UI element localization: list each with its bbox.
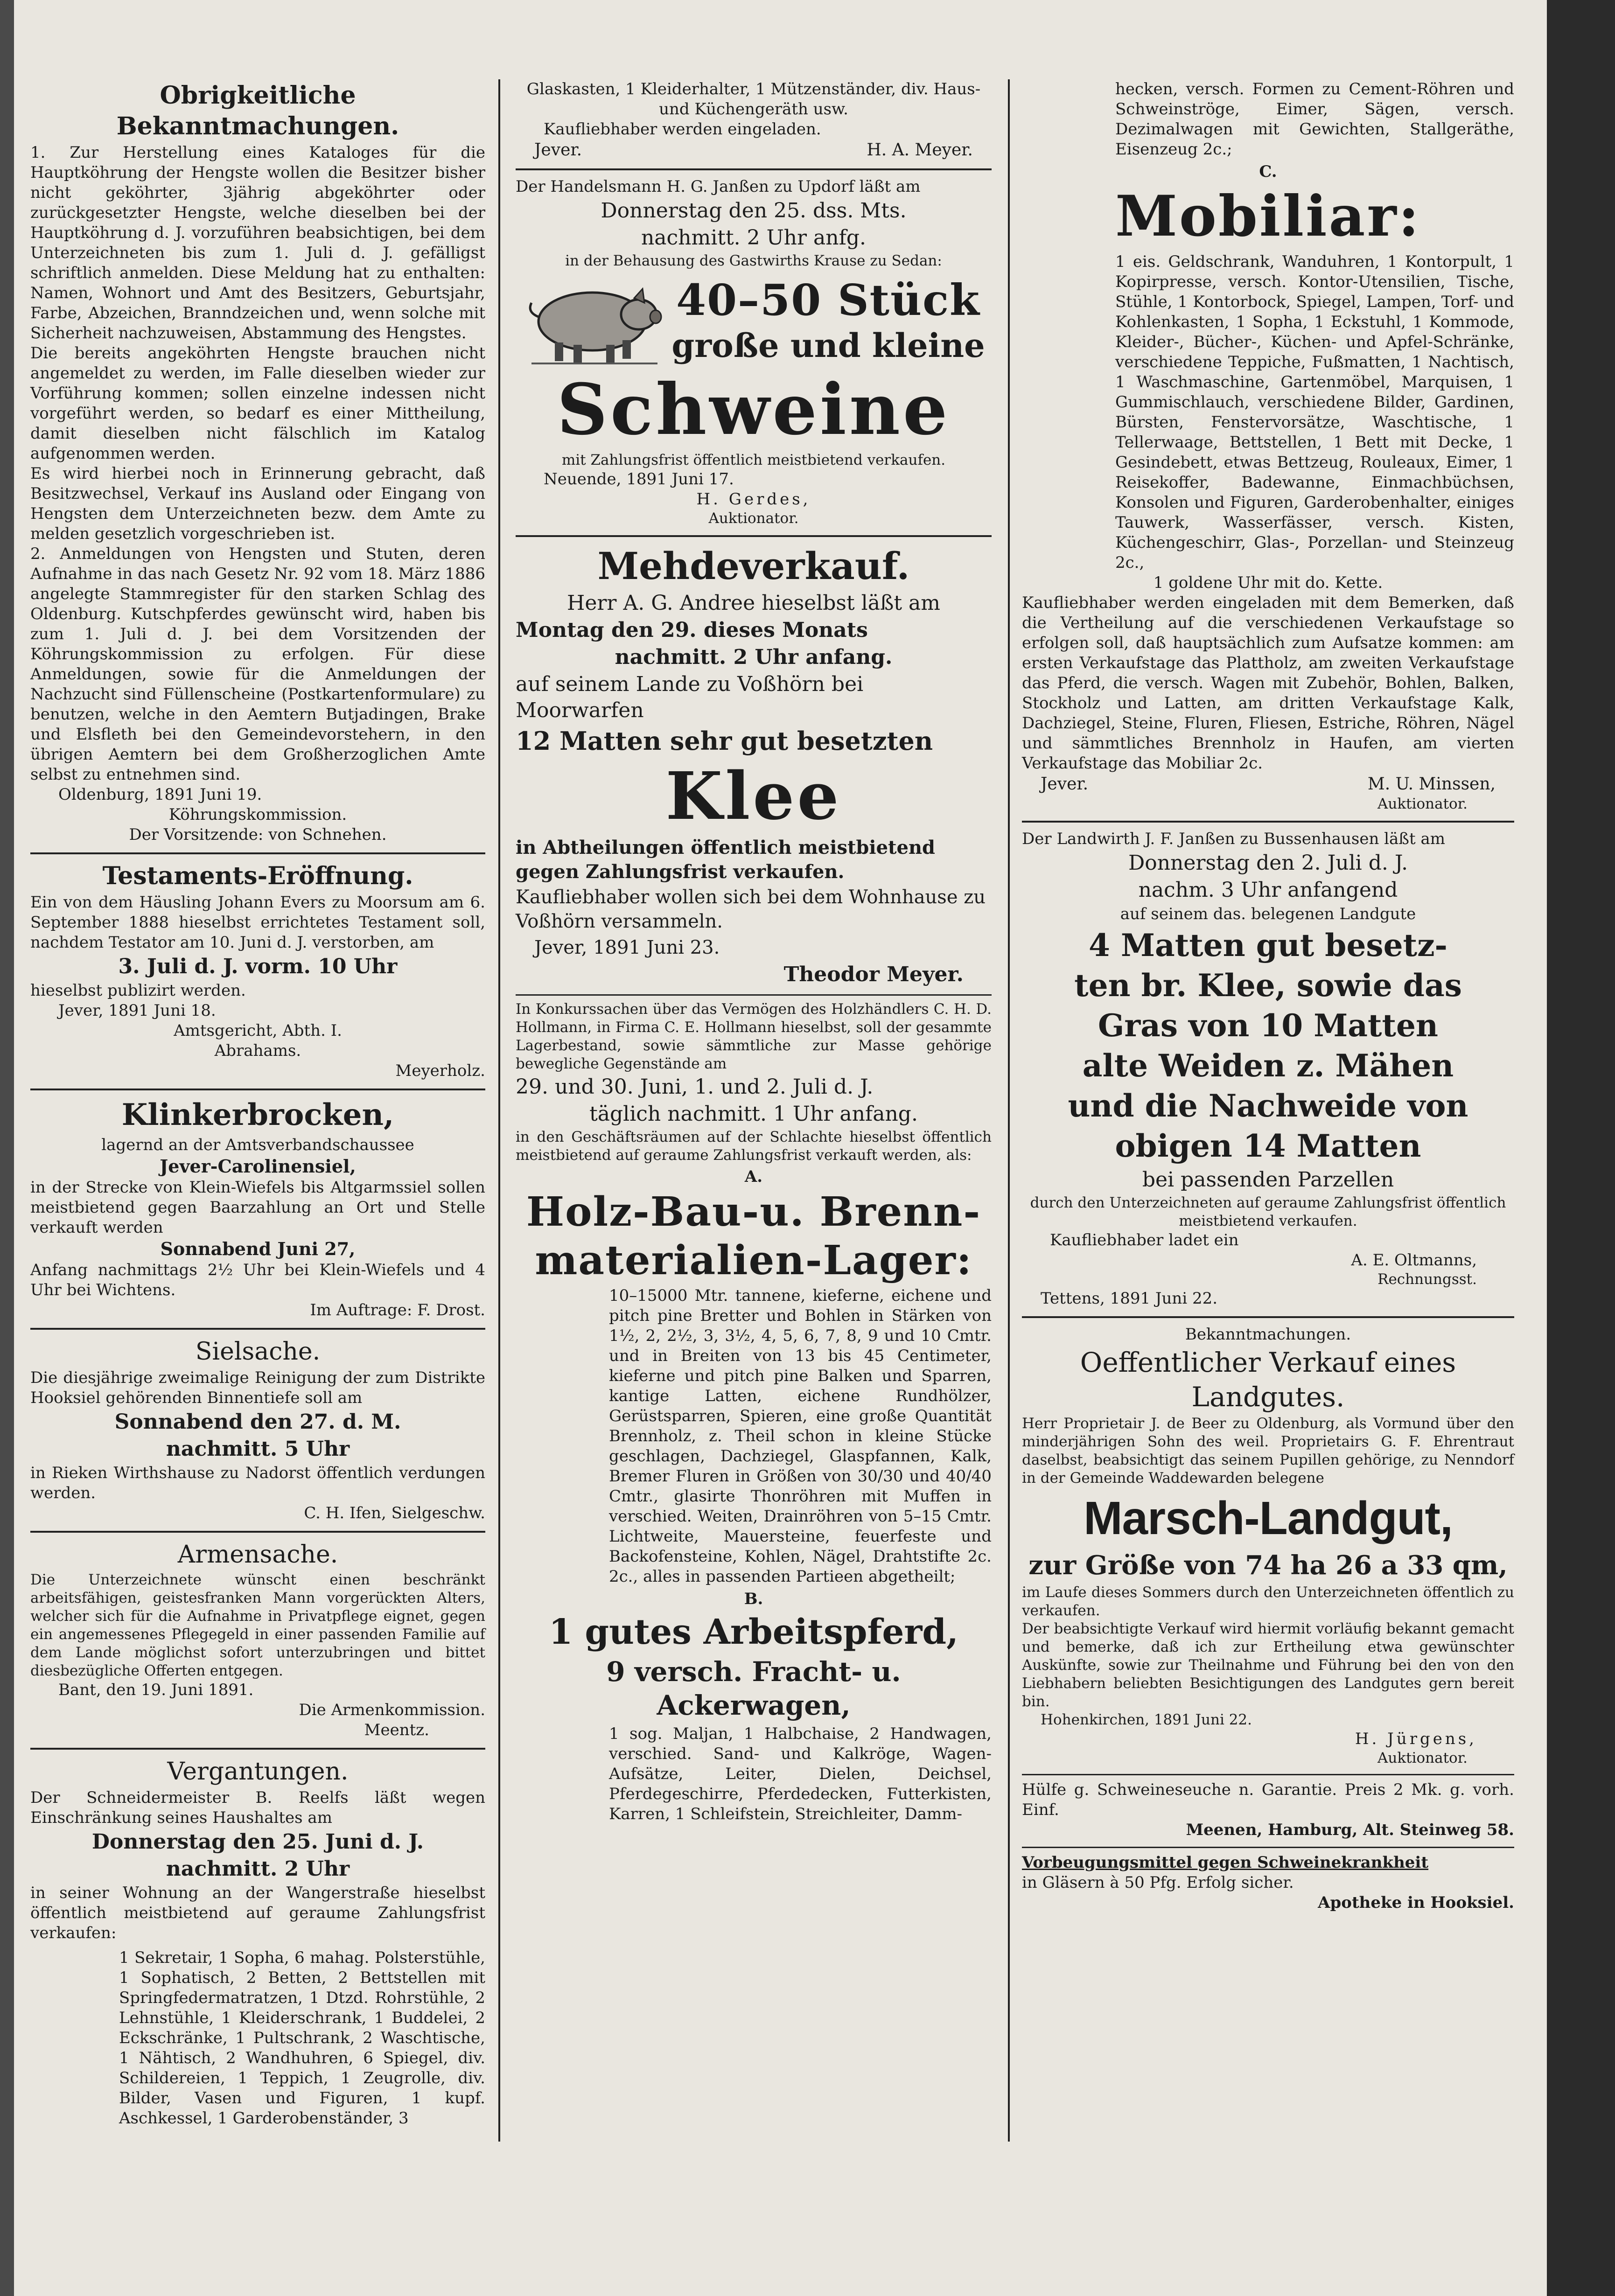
separator: [30, 1328, 485, 1330]
holz-heading: Holz-Bau-u. Brenn-: [526, 1188, 981, 1235]
date-highlight: Donnerstag den 25. dss. Mts.: [601, 199, 907, 223]
paragraph: im Laufe dieses Sommers durch den Unterzeichneten öffentlich zu verkaufen.: [1022, 1584, 1514, 1619]
signature-title: Rechnungsst.: [1377, 1271, 1477, 1288]
pig-ad-block: [516, 270, 992, 368]
huelfe-notice: [1022, 1780, 1514, 1840]
size-heading: zur Größe von 74 ha 26 a 33 qm,: [1028, 1550, 1508, 1581]
separator: [516, 994, 992, 996]
signature-name: H. A. Meyer.: [867, 140, 973, 160]
signature: A. E. Oltmanns,: [1351, 1251, 1477, 1270]
paragraph: 1. Zur Herstellung eines Kataloges für die Hauptköhrung der Hengste wollen die Besitzer bisher nicht geköhrter, 3jährig abgeköhrter oder zurückgesetzter Hengste, welche dieselben bei der Hauptköhrung d. J. vorzuführen beabsichtigen, bei dem Unterzeichneten bis zum 1. Juli d. J. gefälligst schriftlich anmelden. Diese Meldung hat zu enthalten: Namen, Wohnort und Amt des Besitzers, Geburtsjahr, Farbe, Abzeichen, Branndzeichen und, wenn solche mit Sicherheit nachzuweisen, Abstammung des Hengstes.: [30, 143, 485, 342]
scan-edge: [1547, 0, 1615, 2296]
signature: Der Vorsitzende: von Schnehen.: [129, 825, 387, 844]
item-list: hecken, versch. Formen zu Cement-Röhren und Schweinströge, Eimer, Sägen, versch. Dezimalwagen mit Gewichten, Stallgeräthe, Eisenzeug 2c.;: [1115, 80, 1514, 159]
sub-heading: große und kleine: [671, 326, 985, 365]
signature-name: M. U. Minssen,: [1367, 775, 1496, 794]
konkurs-continued: [1022, 79, 1514, 813]
signature-line: Amtsgericht, Abth. I.: [174, 1021, 342, 1040]
paragraph: Die Unterzeichnete wünscht einen beschränkt arbeitsfähigen, geistesfranken Mann vorgerückten Alters, welcher sich für die Aufnahme in Privatpflege eignet, gegen ein angemessenes Pflegegeld in einer passenden Familie auf dem Lande möglichst sofort unterzubringen und bittet diesbezügliche Offerten entgegen.: [30, 1571, 485, 1679]
signature: Apotheke in Hooksiel.: [1318, 1893, 1514, 1912]
signature-line: Köhrungskommission.: [168, 805, 347, 824]
paragraph: auf seinem Lande zu Voßhörn bei Moorwarfen: [516, 672, 864, 722]
separator: [1022, 821, 1514, 823]
heading-small: Bekanntmachungen.: [1185, 1325, 1351, 1344]
dateline: Tettens, 1891 Juni 22.: [1041, 1289, 1218, 1308]
paragraph: in Gläsern à 50 Pfg. Erfolg sicher.: [1022, 1873, 1294, 1892]
time-highlight: täglich nachmitt. 1 Uhr anfang.: [589, 1102, 918, 1126]
paragraph: Herr A. G. Andree hieselbst läßt am: [566, 591, 940, 615]
landgut-notice: [1022, 1325, 1514, 1767]
signature-title: Auktionator.: [1377, 796, 1468, 812]
column-divider: [1008, 79, 1010, 2142]
date-highlight: Donnerstag den 2. Juli d. J.: [1128, 851, 1408, 875]
heading: Gras von 10 Matten: [1098, 1007, 1438, 1044]
dateline: Neuende, 1891 Juni 17.: [544, 470, 734, 489]
date-highlight: 29. und 30. Juni, 1. und 2. Juli d. J.: [516, 1075, 874, 1099]
signature: Im Auftrage: F. Drost.: [310, 1301, 485, 1319]
holz-heading: materialien-Lager:: [535, 1237, 972, 1284]
signature-title: Auktionator.: [708, 510, 799, 527]
paragraph: bei passenden Parzellen: [1142, 1168, 1394, 1192]
separator: [516, 535, 992, 537]
dateline: Jever, 1891 Juni 18.: [58, 1001, 216, 1020]
column-2: [516, 79, 992, 1831]
separator: [30, 1531, 485, 1533]
heading: 4 Matten gut besetz-: [1089, 927, 1447, 963]
column-1: [30, 79, 485, 2135]
paragraph: mit Zahlungsfrist öffentlich meistbietend verkaufen.: [561, 452, 946, 468]
klinker-notice: [30, 1097, 485, 1320]
separator: [1022, 1774, 1514, 1775]
dateline: Oldenburg, 1891 Juni 19.: [58, 785, 262, 804]
paragraph: in den Geschäftsräumen auf der Schlachte hieselbst öffentlich meistbietend auf geraume Zahlungsfrist verkauft werden, als:: [516, 1129, 992, 1164]
date-highlight: Donnerstag den 25. Juni d. J.: [91, 1830, 424, 1854]
paragraph: Die diesjährige zweimalige Reinigung der zum Distrikte Hooksiel gehörenden Binnentiefe soll am: [30, 1368, 485, 1407]
pig-illustration: [522, 270, 662, 368]
heading: obigen 14 Matten: [1115, 1128, 1421, 1164]
signature: H. Jürgens,: [1355, 1730, 1477, 1748]
heading: alte Weiden z. Mähen: [1082, 1047, 1454, 1084]
signature-row: [516, 140, 992, 161]
pig-ad-text: [671, 272, 985, 366]
dateline: Jever, 1891 Juni 23.: [534, 937, 720, 958]
column-3: [1022, 79, 1514, 1919]
paragraph-bold: Jever-Carolinensiel,: [160, 1156, 356, 1177]
signature-title: Auktionator.: [1377, 1750, 1468, 1766]
separator: [516, 168, 992, 170]
signature: Meentz.: [364, 1721, 429, 1739]
heading: Testaments-Eröffnung.: [102, 862, 413, 890]
date-highlight: Sonnabend Juni 27,: [160, 1238, 356, 1259]
paragraph: Anfang nachmittags 2½ Uhr bei Klein-Wiefels und 4 Uhr bei Wichtens.: [30, 1261, 485, 1299]
time-highlight: nachmitt. 2 Uhr: [166, 1857, 350, 1881]
testament-notice: [30, 861, 485, 1081]
separator: [1022, 1847, 1514, 1848]
section-letter: C.: [1259, 162, 1277, 181]
paragraph-bold: Meenen, Hamburg, Alt. Steinweg 58.: [1186, 1821, 1514, 1839]
heading: ten br. Klee, sowie das: [1074, 967, 1462, 1004]
wagen-heading: 9 versch. Fracht- u. Ackerwagen,: [606, 1656, 901, 1721]
paragraph: 1 goldene Uhr mit do. Kette.: [1153, 573, 1383, 592]
dateline: Hohenkirchen, 1891 Juni 22.: [1041, 1711, 1252, 1728]
dateline: Bant, den 19. Juni 1891.: [58, 1681, 254, 1699]
paragraph: in Rieken Wirthshause zu Nadorst öffentlich verdungen werden.: [30, 1464, 485, 1502]
date-highlight: 3. Juli d. J. vorm. 10 Uhr: [118, 955, 398, 978]
heading: Obrigkeitliche Bekanntmachungen.: [116, 81, 399, 140]
heading: Oeffentlicher Verkauf eines: [1080, 1347, 1456, 1378]
paragraph: durch den Unterzeichneten auf geraume Zahlungsfrist öffentlich meistbietend verkaufen.: [1030, 1194, 1506, 1229]
paragraph: hieselbst publizirt werden.: [30, 981, 246, 1000]
heading: Armensache.: [177, 1541, 338, 1569]
time-highlight: nachmitt. 5 Uhr: [166, 1437, 350, 1461]
item-list: 1 Sekretair, 1 Sopha, 6 mahag. Polsterstühle, 1 Sophatisch, 2 Betten, 2 Bettstellen mit Springfedermatratzen, 1 Dtzd. Rohrstühle, 2 Lehnstühle, 1 Kleiderschrank, 1 Buddelei, 2 Eckschränke, 1 Pultschrank, 2 Waschtische, 1 Nähtisch, 2 Wandhuhren, 6 Spiegel, div. Schildereien, 1 Teppich, 1 Zeugrolle, div. Bilder, Vasen und Figuren, 1 kupf. Aschkessel, 1 Garderobenständer, 3: [119, 1948, 485, 2128]
paragraph: Es wird hierbei noch in Erinnerung gebracht, daß Besitzwechsel, Verkauf ins Ausland oder Eingang von Hengsten dem Unterzeichneten bezw. dem Amte zu melden gesetzlich vorgeschrieben ist.: [30, 464, 485, 543]
signature-place: Jever.: [1041, 775, 1089, 794]
klee-gras-notice: [1022, 829, 1514, 1309]
heading: Vergantungen.: [167, 1758, 349, 1786]
paragraph: Hülfe g. Schweineseuche n. Garantie. Preis 2 Mk. g. vorh. Einf.: [1022, 1780, 1514, 1819]
paragraph: Die bereits angeköhrten Hengste brauchen nicht angemeldet zu werden, im Falle dieselben wieder zur Vorführung kommen; sollen einzelne indessen nicht vorgeführt werden, so bedarf es einer Mittheilung, damit dieselben nicht fälschlich im Katalog aufgenommen werden.: [30, 344, 485, 463]
schweine-notice: [516, 177, 992, 528]
mobiliar-heading: Mobiliar:: [1115, 183, 1421, 249]
konkurs-notice: [516, 1000, 992, 1824]
signature: C. H. Ifen, Sielgeschw.: [304, 1504, 485, 1522]
separator: [30, 1089, 485, 1090]
heading: Mehdeverkauf.: [597, 544, 910, 588]
mehdeverkauf-notice: [516, 544, 992, 988]
paragraph-bold: in Abtheilungen öffentlich meistbietend gegen Zahlungsfrist verkaufen.: [516, 837, 936, 883]
vorbeugung-notice: [1022, 1853, 1514, 1913]
separator: [30, 852, 485, 854]
paragraph: auf seinem das. belegenen Landgute: [1120, 905, 1416, 923]
section-letter: B.: [744, 1590, 763, 1608]
left-margin-strip: [0, 0, 14, 2296]
paragraph: lagernd an der Amtsverbandschaussee: [101, 1136, 414, 1154]
paragraph: Der beabsichtigte Verkauf wird hiermit vorläufig bekannt gemacht und bemerke, daß ich zur Ertheilung etwa gewünschter Auskünfte, sowie zur Theilnahme und Führung bei den von den Liebhabern beliebten Besichtigungen des Landgutes gern bereit bin.: [1022, 1620, 1514, 1710]
paragraph: Kaufliebhaber werden eingeladen mit dem Bemerken, daß die Vertheilung auf die verschiedenen Verkaufstage so erfolgen soll, daß hauptsächlich zum Aufsatze kommen: am ersten Verkaufstage das Plattholz, am zweiten Verkaufstage das Pferd, die versch. Wagen mit Zubehör, Bohlen, Balken, Stockholz und Latten, am dritten Verkaufstage Kalk, Dachziegel, Steine, Fluren, Fliesen, Estriche, Röhren, Nägel und sämmtliches Brennholz in Haufen, am vierten Verkaufstage das Mobiliar 2c.: [1022, 593, 1514, 773]
paragraph: Ein von dem Häusling Johann Evers zu Moorsum am 6. September 1888 hieselbst errichtetes Testament soll, nachdem Testator am 10. Juni d. J. verstorben, am: [30, 893, 485, 952]
separator: [1022, 1316, 1514, 1318]
paragraph: in der Strecke von Klein-Wiefels bis Altgarmssiel sollen meistbietend gegen Baarzahlung an Ort und Stelle verkauft werden: [30, 1178, 485, 1237]
siel-notice: [30, 1336, 485, 1523]
paragraph: Der Handelsmann H. G. Janßen zu Updorf läßt am: [516, 177, 921, 196]
date-highlight: Montag den 29. dieses Monats: [516, 618, 868, 642]
time-highlight: nachmitt. 2 Uhr anfg.: [641, 226, 867, 250]
paragraph: Kaufliebhaber wollen sich bei dem Wohnhause zu Voßhörn versammeln.: [516, 886, 986, 932]
signature: Theodor Meyer.: [783, 963, 964, 986]
signature: Meyerholz.: [395, 1061, 485, 1080]
heading: Landgutes.: [1191, 1381, 1345, 1413]
paragraph: 2. Anmeldungen von Hengsten und Stuten, deren Aufnahme in das nach Gesetz Nr. 92 vom 18. März 1886 angelegte Stammregister für den starken Schlag des Oldenburg. Kutschpferdes gewünscht wird, haben bis zum 1. Juli d. J. bei dem Vorsitzenden der Köhrungskommission zu erfolgen. Für diese Anmeldungen, sowie für die Anmeldungen der Nachzucht sind Füllenscheine (Postkartenformulare) zu benutzen, welche in den Aemtern Butjadingen, Brake und Elsfleth bei den Gemeindevorstehern, in den übrigen Aemtern bei dem Großherzoglichen Amte selbst zu entnehmen sind.: [30, 544, 485, 784]
time-highlight: nachm. 3 Uhr anfangend: [1138, 878, 1398, 902]
pferd-heading: 1 gutes Arbeitspferd,: [549, 1612, 958, 1652]
signature-line: Abrahams.: [214, 1041, 301, 1060]
paragraph: In Konkurssachen über das Vermögen des Holzhändlers C. H. D. Hollmann, in Firma C. E. Hollmann hieselbst, soll der gesammte Lagerbestand, sowie sämmtliche zur Masse gehörige bewegliche Gegenstände am: [516, 1001, 992, 1072]
heading: Klinkerbrocken,: [121, 1097, 394, 1132]
signature: H. Gerdes,: [696, 490, 811, 509]
paragraph: in der Behausung des Gastwirths Krause zu Sedan:: [565, 252, 942, 269]
separator: [30, 1748, 485, 1750]
klee-heading: Klee: [665, 758, 842, 835]
paragraph: Kaufliebhaber werden eingeladen.: [544, 120, 821, 139]
signature-line: Die Armenkommission.: [299, 1701, 485, 1719]
item-list: 1 eis. Geldschrank, Wanduhren, 1 Kontorpult, 1 Kopirpresse, versch. Kontor-Utensilien, Tische, Stühle, 1 Kontorbock, Spiegel, Lampen, Torf- und Kohlenkasten, 1 Sopha, 1 Eckstuhl, 1 Kommode, Kleider-, Bücher-, Küchen- und Apfel-Schränke, verschiedene Teppiche, Fußmatten, 1 Nachtisch, 1 Waschmaschine, Gartenmöbel, Marquisen, 1 Gummischlauch, verschiedene Bilder, Gardinen, Bürsten, Fenstervorsätze, Waschtische, 1 Tellerwaage, Bettstellen, 1 Bett mit Decke, 1 Gesindebett, etwas Bettzeug, Rouleaux, Eimer, 1 Reisekoffer, Badewanne, Einmachbüchsen, Konsolen und Figuren, Garderobenhalter, einiges Tauwerk, Wasserfässer, versch. Kisten, Küchengeschirr, Glas-, Porzellan- und Steinzeug 2c.,: [1115, 252, 1514, 572]
paragraph: Glaskasten, 1 Kleiderhalter, 1 Mützenständer, div. Haus- und Küchengeräth usw.: [526, 80, 981, 119]
paragraph: in seiner Wohnung an der Wangerstraße hieselbst öffentlich meistbietend auf geraume Zahlungsfrist verkaufen:: [30, 1884, 485, 1942]
time-highlight: nachmitt. 2 Uhr anfang.: [615, 645, 893, 669]
paragraph: Herr Proprietair J. de Beer zu Oldenburg, als Vormund über den minderjährigen Sohn des weil. Proprietairs G. F. Ehrentraut daselbst, beabsichtigt das seinem Pupillen gehörige, zu Nenndorf in der Gemeinde Waddewarden belegene: [1022, 1415, 1514, 1486]
heading: 12 Matten sehr gut besetzten: [516, 726, 933, 756]
paragraph: Kaufliebhaber ladet ein: [1050, 1231, 1239, 1249]
paragraph: Der Landwirth J. F. Janßen zu Bussenhausen läßt am: [1022, 830, 1445, 848]
meyer-notice: [516, 79, 992, 161]
schweine-heading: Schweine: [557, 369, 951, 451]
official-notices: [30, 80, 485, 845]
heading: Vorbeugungsmittel gegen Schweinekrankheit: [1022, 1853, 1429, 1872]
item-list: 1 sog. Maljan, 1 Halbchaise, 2 Handwagen, verschied. Sand- und Kalkröge, Wagen-Aufsätze, Leiter, Dielen, Deichsel, Pferdegeschirre, Pferdedecken, Futterkisten, Karren, 1 Schleifstein, Streichleiter, Damm-: [609, 1724, 992, 1823]
vergantung-notice: [30, 1756, 485, 2129]
heading: Sielsache.: [195, 1338, 321, 1366]
date-highlight: Sonnabend den 27. d. M.: [114, 1410, 401, 1434]
signature-row: [1022, 774, 1514, 795]
marsch-landgut-heading: Marsch-Landgut,: [1084, 1492, 1453, 1544]
paragraph: Der Schneidermeister B. Reelfs läßt wegen Einschränkung seines Haushaltes am: [30, 1788, 485, 1827]
armen-notice: [30, 1539, 485, 1740]
count-heading: 40–50 Stück: [676, 275, 980, 325]
section-letter: A.: [744, 1167, 763, 1186]
column-divider: [498, 79, 500, 2142]
item-list: 10–15000 Mtr. tannene, kieferne, eichene und pitch pine Bretter und Bohlen in Stärken von 1½, 2, 2½, 3, 3½, 4, 5, 6, 7, 8, 9 und 10 Cmtr. und in Breiten von 13 bis 45 Centimeter, kieferne und pitch pine Balken und Sparren, kantige Latten, eichene Rundhölzer, Gerüstsparren, Spieren, eine große Quantität Brennholz, z. Theil schon in kleine Stücke geschlagen, Dachziegel, Glaspfannen, Kalk, Bremer Fluren in Größen von 30/30 und 40/40 Cmtr., glasirte Thonröhren mit Muffen in verschied. Weiten, Drainröhren von 5–15 Cmtr. Lichtweite, Mauersteine, feuerfeste und Backofensteine, Kohlen, Nägel, Drahtstifte 2c. 2c., alles in passenden Partieen abgetheilt;: [609, 1286, 992, 1586]
heading: und die Nachweide von: [1068, 1088, 1468, 1124]
signature-place: Jever.: [534, 140, 582, 160]
